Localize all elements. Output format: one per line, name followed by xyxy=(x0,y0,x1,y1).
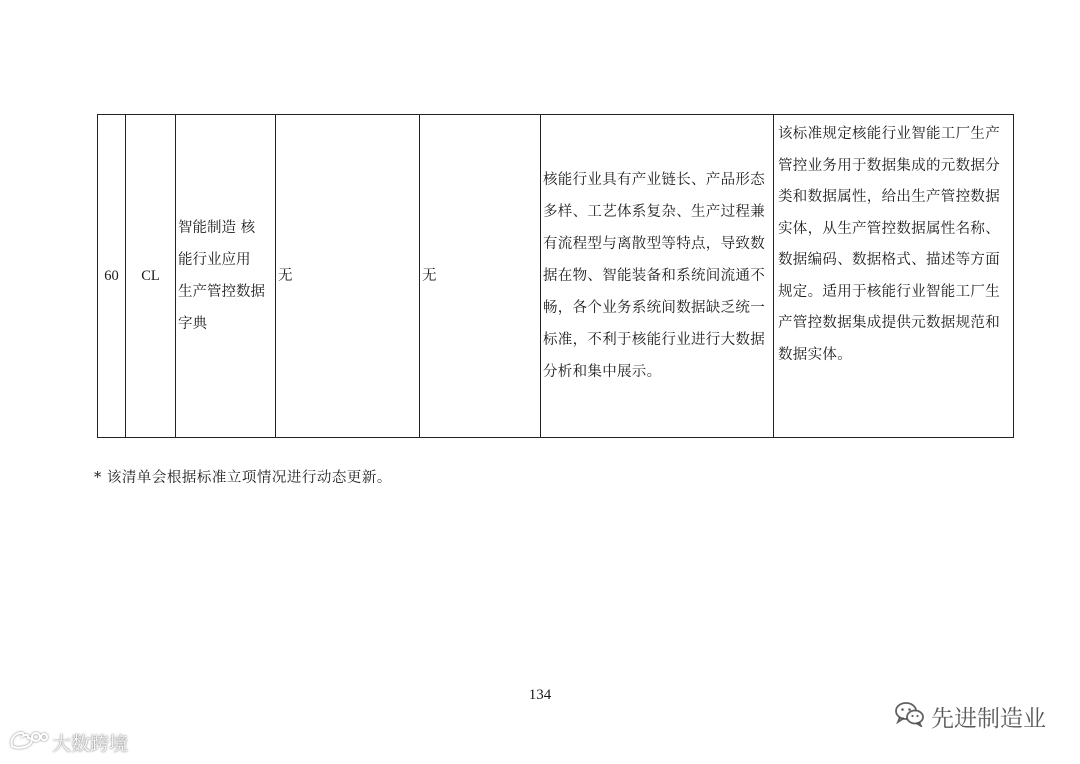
standards-table xyxy=(97,114,1014,438)
watermark-right-text: 先进制造业 xyxy=(931,706,1046,732)
wechat-icon xyxy=(895,701,925,733)
purpose-text: 核能行业具有产业链长、产品形态 多样、工艺体系复杂、生产过程兼 有流程型与离散型等特点，导致数 据在物、智能装备和系统间流通不 畅，各个业务系统间数据缺乏统一 标准，不利于核能行业进行大数据 分析和集中展示。 xyxy=(543,172,765,380)
related-standard-2: 无 xyxy=(422,268,437,284)
cell-related-standard-1 xyxy=(276,115,420,438)
cell-related-standard-2 xyxy=(420,115,541,438)
cell-category xyxy=(126,115,176,438)
related-standard-1: 无 xyxy=(278,268,293,284)
table-row xyxy=(98,115,1014,438)
watermark-wechat xyxy=(895,700,1046,733)
serial-number: 60 xyxy=(104,268,119,284)
category-code: CL xyxy=(141,268,160,284)
cell-scope xyxy=(774,115,1014,438)
weibo-logo-icon xyxy=(8,728,48,757)
standard-name: 智能制造 核 能行业应用 生产管控数据 字典 xyxy=(178,220,265,332)
footnote: * 该清单会根据标准立项情况进行动态更新。 xyxy=(94,470,392,486)
cell-purpose xyxy=(541,115,774,438)
cell-serial-number xyxy=(98,115,126,438)
watermark-left-text: 大数跨境 xyxy=(52,733,129,755)
watermark-weibo xyxy=(8,728,128,757)
cell-standard-name xyxy=(176,115,276,438)
scope-text: 该标准规定核能行业智能工厂生产 管控业务用于数据集成的元数据分 类和数据属性，给出生产管控数据 实体，从生产管控数据属性名称、 数据编码、数据格式、描述等方面 规定。适用于核能行业智能工厂生 产管控数据集成提供元数据规范和 数据实体。 xyxy=(778,126,1000,363)
page-number: 134 xyxy=(528,687,552,703)
